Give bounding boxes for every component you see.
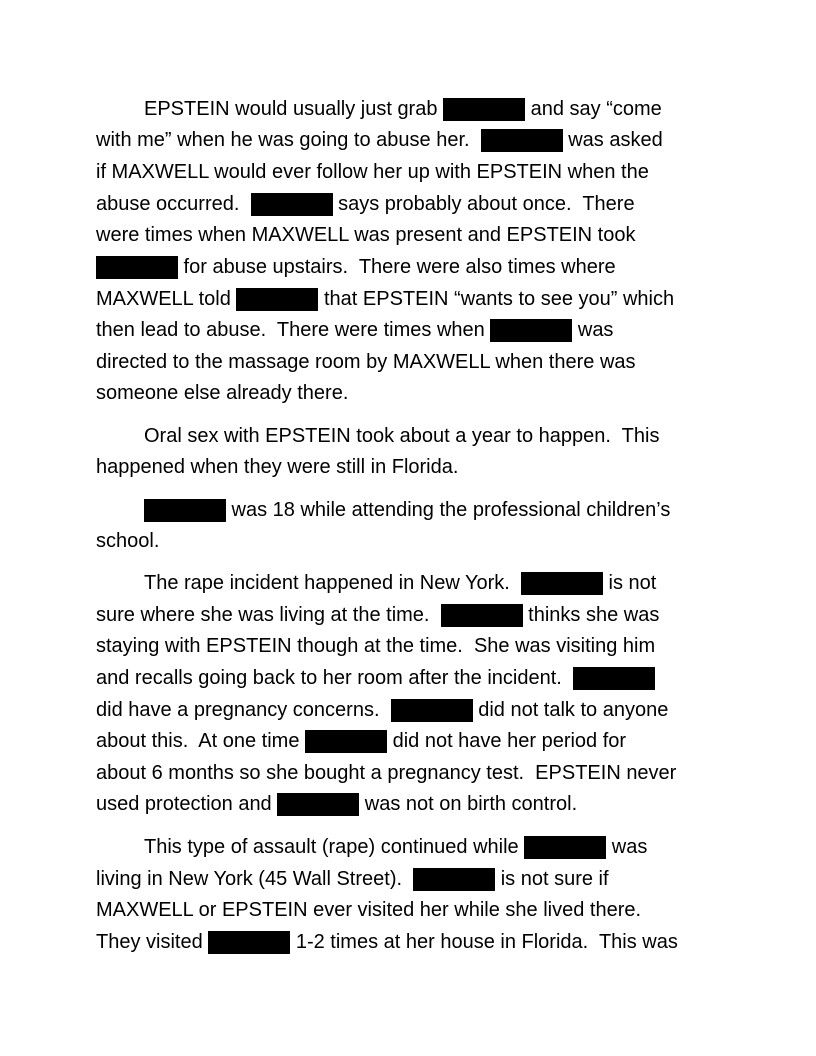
text-line — [96, 127, 663, 153]
redaction-box — [236, 288, 318, 311]
text-line — [96, 349, 636, 375]
text-line — [96, 286, 674, 312]
text-line — [96, 254, 616, 280]
text-line — [144, 423, 659, 449]
text-span: 1-2 times at her house in Florida. This was — [290, 931, 678, 953]
text-line — [96, 929, 678, 955]
redaction-box — [413, 868, 495, 891]
text-line — [96, 380, 348, 406]
text-line — [96, 602, 659, 628]
text-line — [96, 528, 159, 554]
text-line — [96, 665, 655, 691]
redaction-box — [144, 499, 226, 522]
text-line — [96, 760, 676, 786]
text-span: was asked — [562, 129, 663, 151]
text-span: if MAXWELL would ever follow her up with EPSTEIN when the — [96, 161, 649, 183]
text-span: did have a pregnancy concerns. — [96, 699, 391, 721]
text-line — [96, 317, 613, 343]
text-span: were times when MAXWELL was present and EPSTEIN took — [96, 224, 636, 246]
text-line — [144, 570, 656, 596]
text-line — [96, 866, 609, 892]
text-span: then lead to abuse. There were times when — [96, 319, 491, 341]
text-span: was not on birth control. — [359, 793, 578, 815]
text-span: for abuse upstairs. There were also times where — [178, 256, 616, 278]
text-span: did not have her period for — [387, 730, 627, 752]
text-span: MAXWELL or EPSTEIN ever visited her while she lived there. — [96, 899, 642, 921]
text-line — [96, 159, 649, 185]
text-span: directed to the massage room by MAXWELL when there was — [96, 351, 636, 373]
text-line — [96, 454, 458, 480]
text-span: was 18 while attending the professional children’s — [226, 499, 671, 521]
text-span: thinks she was — [522, 604, 660, 626]
text-span: someone else already there. — [96, 382, 349, 404]
text-line — [144, 497, 670, 523]
redaction-box — [521, 572, 603, 595]
text-line — [96, 633, 655, 659]
redaction-box — [391, 699, 473, 722]
redaction-box — [524, 836, 606, 859]
text-span: abuse occurred. — [96, 193, 251, 215]
text-span: and say “come — [525, 98, 662, 120]
text-span: was — [606, 836, 648, 858]
redaction-box — [277, 793, 359, 816]
text-span: did not talk to anyone — [472, 699, 669, 721]
text-line — [144, 96, 662, 122]
text-span: living in New York (45 Wall Street). — [96, 868, 414, 890]
text-span: with me” when he was going to abuse her. — [96, 129, 481, 151]
redaction-box — [208, 931, 290, 954]
text-span: is not — [602, 572, 657, 594]
text-span: The rape incident happened in New York. — [144, 572, 521, 594]
text-span: They visited — [96, 931, 209, 953]
text-line — [96, 791, 577, 817]
text-span: MAXWELL told — [96, 288, 237, 310]
text-span: says probably about once. There — [332, 193, 635, 215]
text-span: about 6 months so she bought a pregnancy test. EPSTEIN never — [96, 762, 677, 784]
redaction-box — [490, 319, 572, 342]
text-line — [96, 697, 668, 723]
text-line — [144, 834, 647, 860]
redaction-box — [251, 193, 333, 216]
redaction-box — [573, 667, 655, 690]
redaction-box — [481, 129, 563, 152]
redaction-box — [96, 256, 178, 279]
text-span: staying with EPSTEIN though at the time. She was visiting him — [96, 635, 656, 657]
text-line — [96, 897, 641, 923]
text-span: EPSTEIN would usually just grab — [144, 98, 444, 120]
text-span: about this. At one time — [96, 730, 306, 752]
text-line — [96, 728, 626, 754]
text-span: used protection and — [96, 793, 278, 815]
text-span: happened when they were still in Florida. — [96, 456, 459, 478]
text-span: was — [572, 319, 614, 341]
text-span: This type of assault (rape) continued while — [144, 836, 525, 858]
text-span: Oral sex with EPSTEIN took about a year to happen. This — [144, 425, 660, 447]
text-span: that EPSTEIN “wants to see you” which — [318, 288, 675, 310]
text-span: school. — [96, 530, 160, 552]
text-line — [96, 191, 635, 217]
text-span: and recalls going back to her room after the incident. — [96, 667, 573, 689]
redaction-box — [441, 604, 523, 627]
redaction-box — [305, 730, 387, 753]
redaction-box — [443, 98, 525, 121]
text-line — [96, 222, 635, 248]
text-span: sure where she was living at the time. — [96, 604, 441, 626]
text-span: is not sure if — [495, 868, 609, 890]
